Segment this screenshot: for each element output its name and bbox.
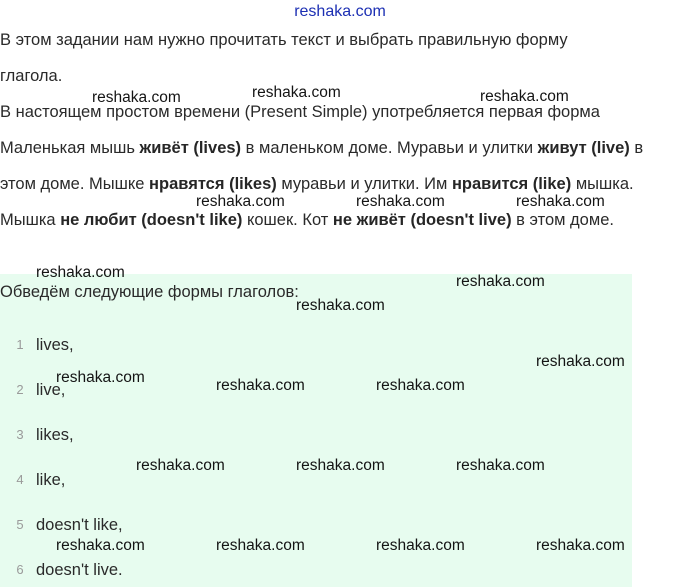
watermark-text: reshaka.com	[376, 377, 465, 394]
watermark-text: reshaka.com	[296, 457, 385, 474]
watermark-text: reshaka.com	[216, 377, 305, 394]
story-segment: в этом доме.	[511, 211, 614, 229]
watermark-text: reshaka.com	[456, 457, 545, 474]
watermark-text: reshaka.com	[56, 537, 145, 554]
list-item-number: 2	[16, 382, 24, 397]
story-verb-highlight: живёт (lives)	[139, 139, 242, 157]
site-brand-header[interactable]: reshaka.com	[294, 3, 386, 20]
list-item-number: 4	[16, 472, 24, 487]
list-item-text: like,	[36, 471, 66, 489]
watermark-text: reshaka.com	[92, 89, 181, 106]
watermark-text: reshaka.com	[196, 193, 285, 210]
list-item-number: 5	[16, 517, 24, 532]
story-segment: муравьи и улитки. Им	[276, 175, 452, 193]
watermark-text: reshaka.com	[36, 264, 125, 281]
answer-box-heading: Обведём следующие формы глаголов:	[0, 283, 299, 301]
watermark-text: reshaka.com	[136, 457, 225, 474]
intro-line-2: глагола.	[0, 67, 63, 85]
list-item-text: likes,	[36, 426, 74, 444]
story-verb-highlight: нравится (like)	[451, 175, 572, 193]
story-verb-highlight: не любит (doesn't like)	[60, 211, 243, 229]
watermark-text: reshaka.com	[536, 353, 625, 370]
story-verb-highlight: живут (live)	[537, 139, 630, 157]
watermark-text: reshaka.com	[216, 537, 305, 554]
watermark-text: reshaka.com	[516, 193, 605, 210]
story-segment: в маленьком доме. Муравьи и улитки	[241, 139, 538, 157]
rule-paragraph: В настоящем простом времени (Present Simple) употребляется первая форма	[0, 103, 600, 121]
watermark-text: reshaka.com	[356, 193, 445, 210]
watermark-text: reshaka.com	[376, 537, 465, 554]
watermark-text: reshaka.com	[252, 84, 341, 101]
story-verb-highlight: не живёт (doesn't live)	[332, 211, 512, 229]
story-segment: в этом доме. Мышке	[0, 139, 644, 193]
story-segment: кошек. Кот	[242, 211, 333, 229]
list-item-text: doesn't live.	[36, 561, 123, 579]
watermark-text: reshaka.com	[56, 369, 145, 386]
list-item-text: doesn't like,	[36, 516, 123, 534]
list-item-number: 3	[16, 427, 24, 442]
list-item-text: lives,	[36, 336, 74, 354]
watermark-text: reshaka.com	[536, 537, 625, 554]
watermark-text: reshaka.com	[456, 273, 545, 290]
list-item-number: 1	[16, 337, 24, 352]
story-paragraph	[0, 130, 680, 238]
list-item-number: 6	[16, 562, 24, 577]
list-item-text: live,	[36, 381, 66, 399]
watermark-text: reshaka.com	[296, 297, 385, 314]
story-segment: мышка. Мышка	[0, 175, 634, 229]
story-segment: Маленькая мышь	[0, 139, 140, 157]
story-verb-highlight: нравятся (likes)	[149, 175, 277, 193]
watermark-text: reshaka.com	[480, 88, 569, 105]
intro-line-1: В этом задании нам нужно прочитать текст и выбрать правильную форму	[0, 31, 568, 49]
